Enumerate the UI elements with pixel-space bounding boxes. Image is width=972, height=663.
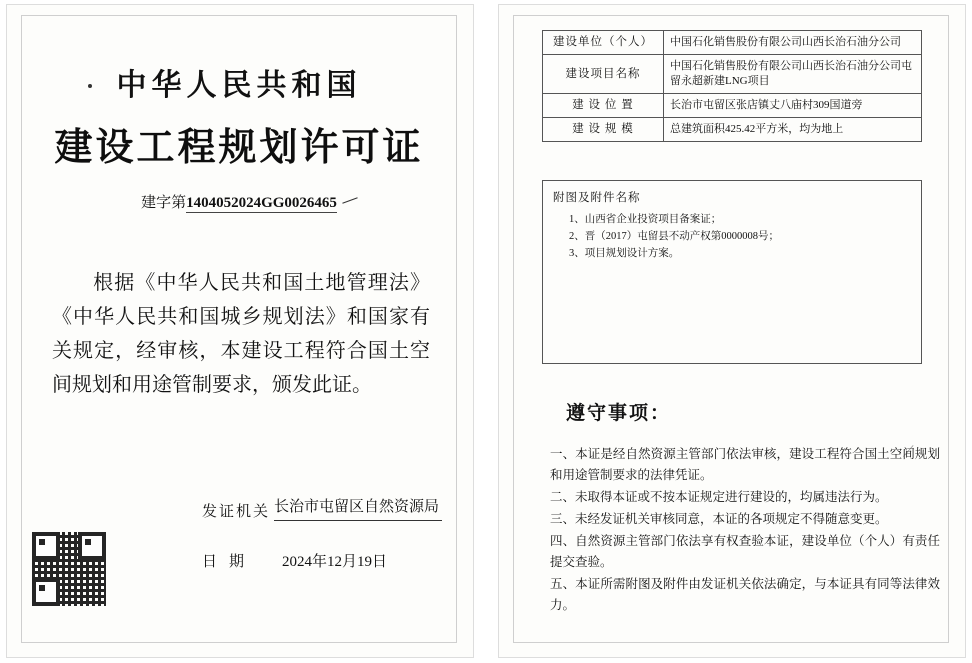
row-value: 总建筑面积425.42平方米，均为地上 [664, 118, 922, 142]
qr-eye-top-left [32, 532, 60, 560]
issuer-value: 长治市屯留区自然资源局 [274, 496, 442, 521]
attachment-title: 附图及附件名称 [553, 192, 641, 204]
strike-mark [342, 197, 357, 203]
right-certificate-page [498, 4, 966, 658]
list-item: 三、未经发证机关审核同意，本证的各项规定不得随意变更。 [550, 512, 888, 526]
certificate-body-text [52, 266, 430, 402]
nation-title: 中华人民共和国 [116, 69, 362, 102]
table-row [543, 31, 922, 55]
row-label: 建 设 位 置 [543, 94, 664, 118]
row-value: 中国石化销售股份有限公司山西长治石油分公司屯留永超新建LNG项目 [664, 55, 922, 94]
issuer-block [202, 496, 442, 522]
right-certificate-border [513, 15, 949, 643]
rules-title: 遵守事项： [566, 403, 672, 424]
project-info-table [542, 30, 922, 142]
list-item: 2、晋（2017）屯留县不动产权第0000008号； [569, 231, 779, 242]
left-certificate-page [6, 4, 474, 658]
row-value: 长治市屯留区张店镇丈八庙村309国道旁 [664, 94, 922, 118]
document-title: 建设工程规划许可证 [54, 127, 424, 169]
row-label: 建 设 规 模 [543, 118, 664, 142]
certificate-body-content: 根据《中华人民共和国土地管理法》《中华人民共和国城乡规划法》和国家有关规定，经审核，本建设工程符合国土空间规划和用途管制要求，颁发此证。 [52, 272, 430, 396]
list-item: 一、本证是经自然资源主管部门依法审核，建设工程符合国土空间规划和用途管制要求的法律凭证。 [550, 447, 940, 482]
issuer-row [202, 496, 442, 522]
left-certificate-border [21, 15, 457, 643]
pen-mark-icon [902, 444, 916, 458]
qr-eye-top-right [78, 532, 106, 560]
row-value: 中国石化销售股份有限公司山西长治石油分公司 [664, 31, 922, 55]
table-row [543, 94, 922, 118]
rules-list [550, 444, 940, 617]
attachment-box [542, 180, 922, 364]
table-row [543, 55, 922, 94]
row-label: 建设单位（个人） [543, 31, 664, 55]
date-value: 2024年12月19日 [282, 554, 388, 570]
list-item: 二、未取得本证或不按本证规定进行建设的，均属违法行为。 [550, 490, 888, 504]
certificate-number [22, 191, 456, 212]
qr-code [32, 532, 106, 606]
list-item: 五、本证所需附图及附件由发证机关依法确定，与本证具有同等法律效力。 [550, 577, 940, 612]
attachment-list [569, 211, 911, 262]
table-row [543, 118, 922, 142]
list-item: 四、自然资源主管部门依法享有权查验本证，建设单位（个人）有责任提交查验。 [550, 534, 940, 569]
date-label: 日期 [202, 554, 257, 570]
list-item: 3、项目规划设计方案。 [569, 248, 680, 259]
qr-eye-bottom-left [32, 578, 60, 606]
issuer-label: 发证机关 [202, 504, 271, 520]
certificate-number-value: 1404052024GG0026465 [186, 195, 337, 211]
row-label: 建设项目名称 [543, 55, 664, 94]
certificate-number-prefix: 建字第 [141, 195, 187, 211]
list-item: 1、山西省企业投资项目备案证； [569, 214, 722, 225]
